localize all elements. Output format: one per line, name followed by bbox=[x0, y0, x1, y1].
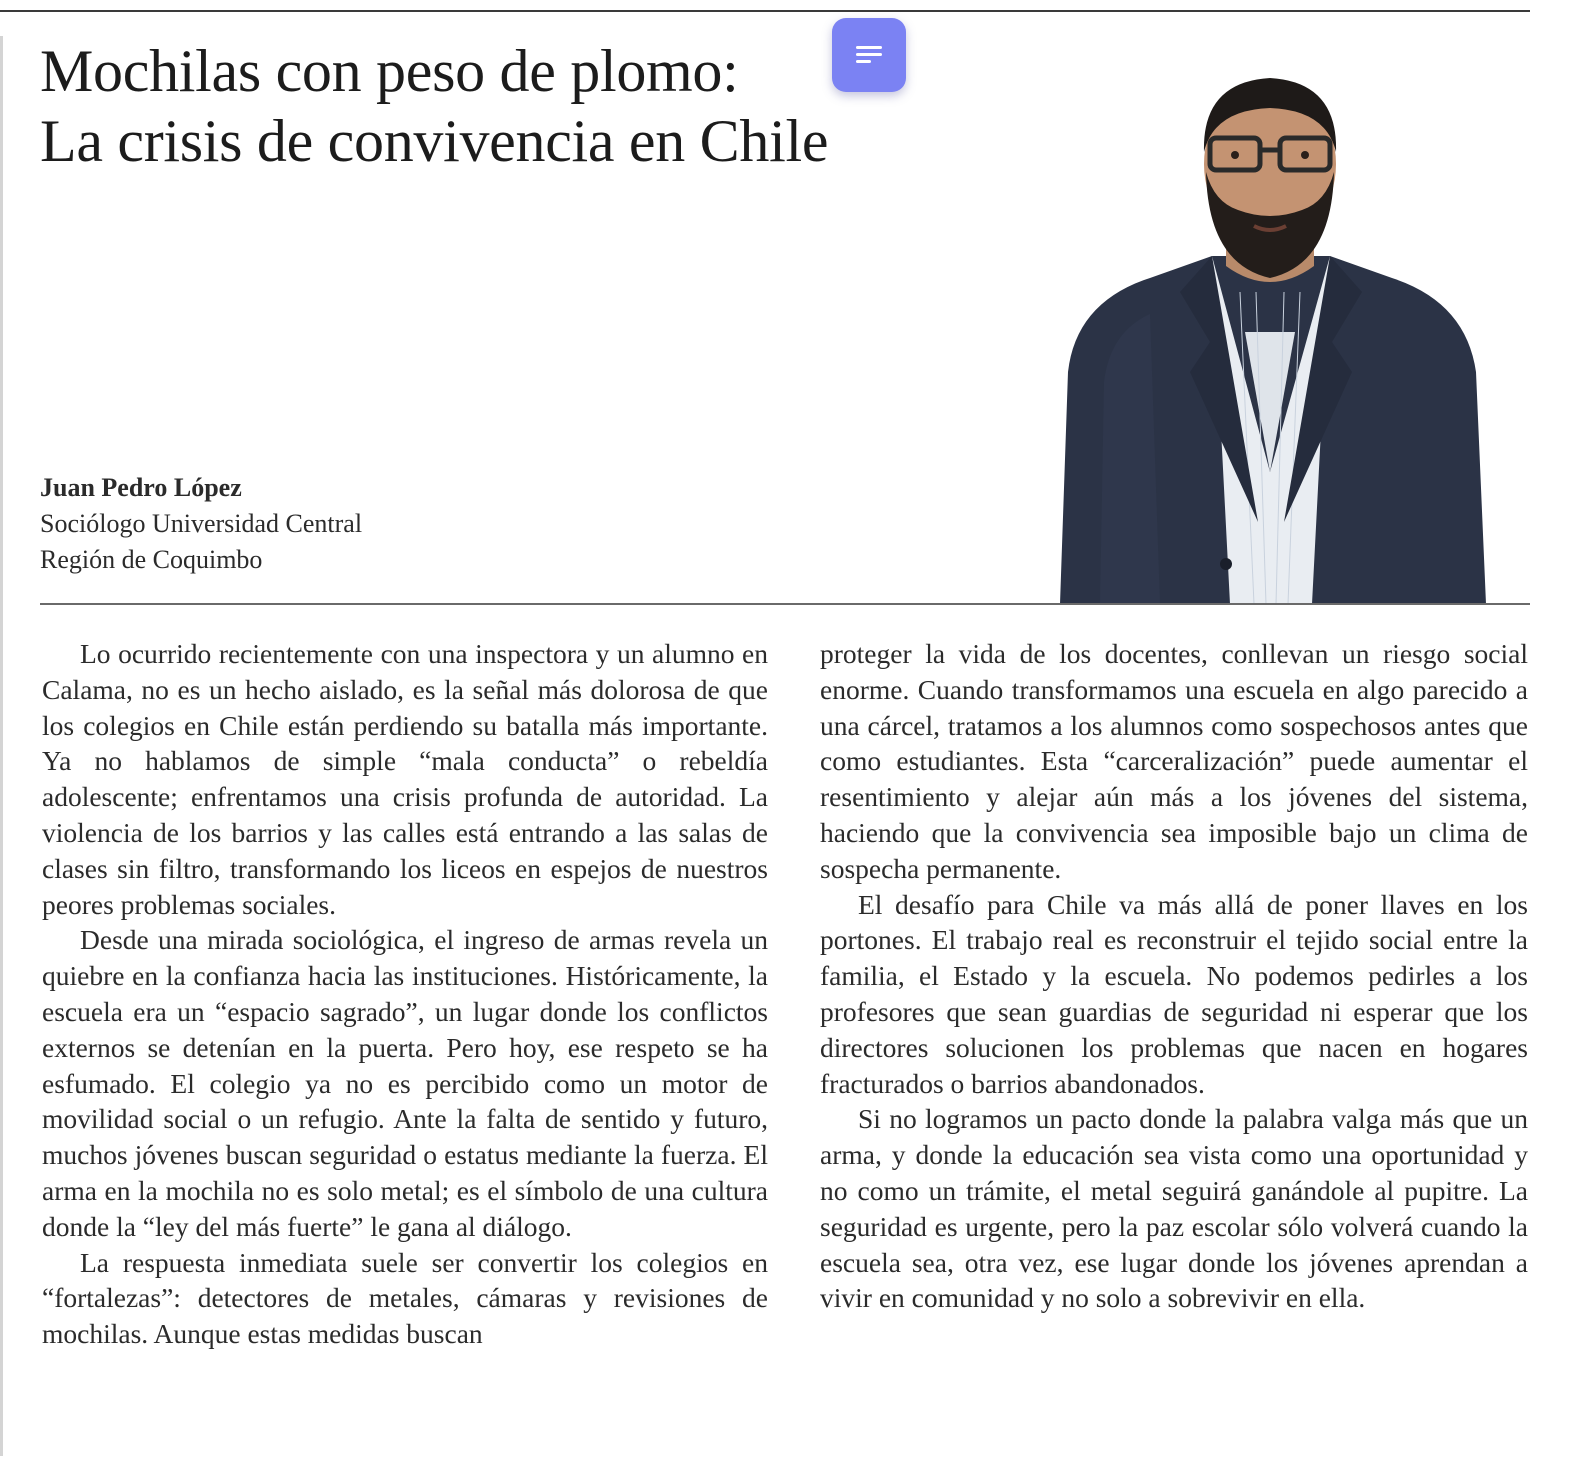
top-divider bbox=[0, 10, 1530, 12]
paragraph: El desafío para Chile va más allá de poner llaves en los portones. El trabajo real es reconstruir el tejido social entre la familia, el Estado y la escuela. No podemos pedirles a los profesores que sean guardias de seguridad ni esperar que los directores solucionen los problemas que nacen en hogares fracturados o barrios abandonados. bbox=[820, 888, 1528, 1099]
paragraph-continuation: proteger la vida de los docentes, conllevan un riesgo social enorme. Cuando transformamos una escuela en algo parecido a una cárcel, tratamos a los alumnos como sospechosos antes que como estudiantes. Esta “carceralización” puede aumentar el resentimiento y alejar aún más a los jóvenes del sistema, haciendo que la convivencia sea imposible bajo un clima de sospecha permanente. bbox=[820, 638, 1528, 884]
headline-line-1: Mochilas con peso de plomo: bbox=[40, 38, 739, 104]
paragraph: Si no logramos un pacto donde la palabra valga más que un arma, y donde la educación sea vista como una oportunidad y no como un trámite, el metal seguirá ganándole al pupitre. La seguridad es urgente, pero la paz escolar sólo volverá cuando la escuela sea, otra vez, ese lugar donde los jóvenes aprendan a vivir en comunidad y no solo a sobrevivir en ella. bbox=[820, 1103, 1528, 1314]
author-name: Juan Pedro López bbox=[40, 473, 242, 502]
section-divider bbox=[40, 603, 1530, 605]
paragraph: Desde una mirada sociológica, el ingreso de armas revela un quiebre en la confianza hacia las instituciones. Históricamente, la escuela era un “espacio sagrado”, un lugar donde los conflictos externos se detenían en la puerta. Pero hoy, ese respeto se ha esfumado. El colegio ya no es percibido como un motor de movilidad social o un refugio. Ante la falta de sentido y futuro, muchos jóvenes buscan seguridad o estatus mediante la fuerza. El arma en la mochila no es solo metal; es el símbolo de una cultura donde la “ley del más fuerte” le gana al diálogo. bbox=[42, 924, 768, 1242]
notes-overlay-button[interactable] bbox=[832, 18, 906, 92]
author-region: Región de Coquimbo bbox=[40, 545, 263, 574]
paragraph: Lo ocurrido recientemente con una inspectora y un alumno en Calama, no es un hecho aislado, es la señal más dolorosa de que los colegios en Chile están perdiendo su batalla más importante. Ya no hablamos de simple “mala conducta” o rebeldía adolescente; enfrentamos una crisis profunda de autoridad. La violencia de los barrios y las calles está entrando a las salas de clases sin filtro, transformando los liceos en espejos de nuestros peores problemas sociales. bbox=[42, 638, 768, 920]
paragraph: La respuesta inmediata suele ser convertir los colegios en “fortalezas”: detectores de metales, cámaras y revisiones de mochilas. Aunque estas medidas buscan bbox=[42, 1246, 768, 1350]
author-title: Sociólogo Universidad Central bbox=[40, 509, 363, 538]
headline-line-2: La crisis de convivencia en Chile bbox=[40, 108, 829, 174]
article-column-left bbox=[42, 636, 768, 1352]
article-column-right bbox=[820, 636, 1528, 1316]
article-headline bbox=[40, 36, 828, 176]
notes-lines-icon bbox=[856, 46, 882, 64]
author-portrait bbox=[1040, 52, 1500, 604]
page-left-edge bbox=[0, 36, 3, 1456]
author-byline bbox=[40, 470, 362, 578]
